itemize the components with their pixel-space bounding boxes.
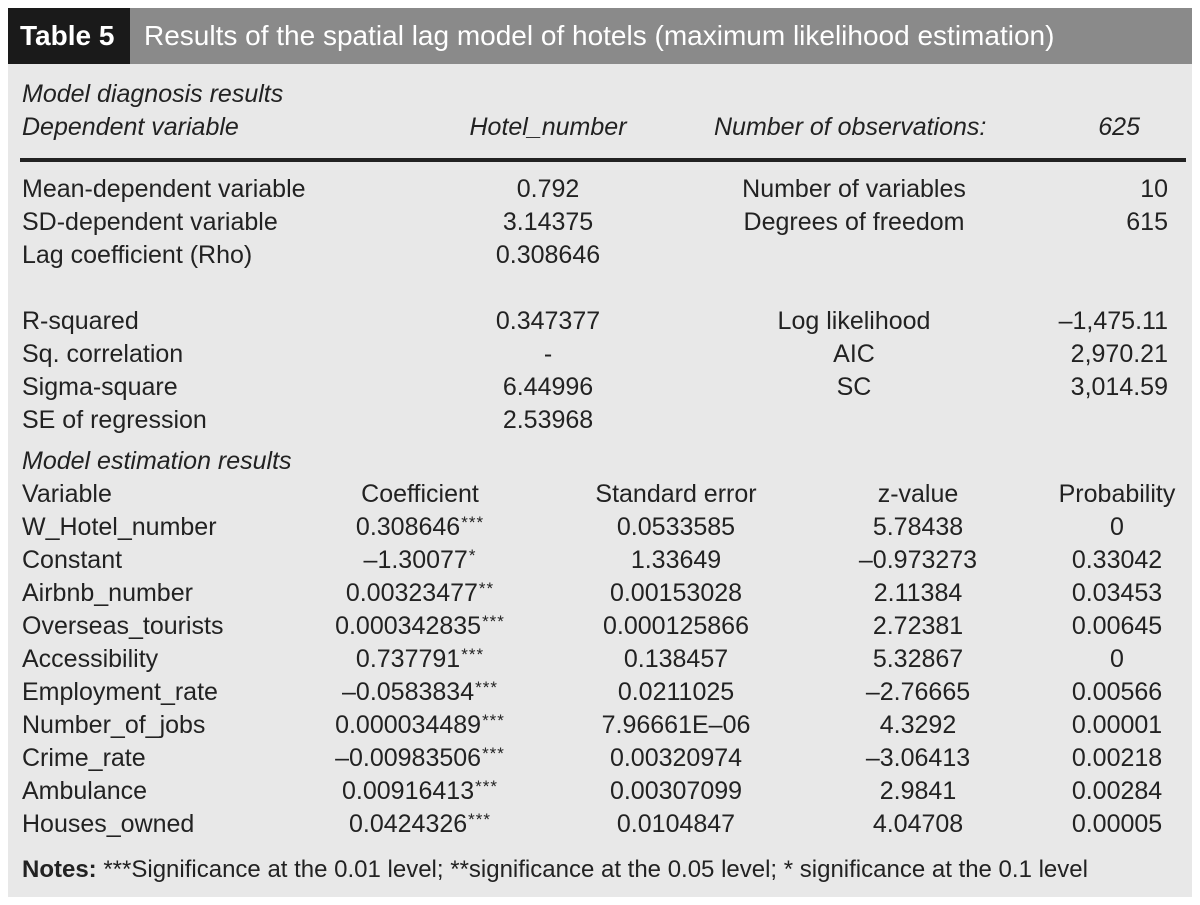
- standard-error-value: 7.96661E–06: [601, 711, 751, 739]
- coefficient-value: 0.737791: [355, 645, 461, 673]
- diagnosis-stat-label: AIC: [833, 340, 875, 368]
- variable-name: W_Hotel_number: [22, 513, 217, 541]
- variable-name: Crime_rate: [22, 744, 146, 772]
- coefficient-cell: [356, 511, 484, 546]
- table-title-bar: [8, 8, 1192, 64]
- significance-marker: ***: [482, 612, 505, 631]
- variable-name: Employment_rate: [22, 678, 218, 706]
- diagnosis-stat-value: 10: [1140, 175, 1168, 203]
- standard-error-value: 0.00307099: [609, 777, 743, 805]
- column-header: Variable: [22, 480, 112, 508]
- notes-label: Notes:: [22, 856, 97, 883]
- diagnosis-value: 0.308646: [495, 241, 601, 269]
- observations-label: Number of observations:: [714, 113, 987, 141]
- diagnosis-label: Mean-dependent variable: [22, 175, 306, 203]
- significance-marker: ***: [475, 678, 498, 697]
- significance-marker: ***: [461, 513, 485, 532]
- column-header: Probability: [1058, 480, 1176, 508]
- variable-name: Number_of_jobs: [22, 711, 206, 739]
- z-value: 5.78438: [872, 513, 964, 541]
- diagnosis-label: Lag coefficient (Rho): [22, 241, 253, 269]
- probability-value: 0: [1110, 513, 1124, 541]
- standard-error-value: 0.000125866: [603, 612, 749, 640]
- significance-marker: **: [478, 579, 495, 598]
- standard-error-value: 1.33649: [630, 546, 722, 574]
- coefficient-cell: [335, 742, 505, 777]
- diagnosis-label: Sigma-square: [22, 373, 178, 401]
- coefficient-cell: [346, 577, 494, 612]
- probability-value: 0.00284: [1071, 777, 1163, 805]
- header-rule: [20, 158, 1186, 162]
- diagnosis-stat-value: –1,475.11: [1058, 307, 1168, 335]
- coefficient-cell: [335, 610, 505, 645]
- significance-marker: ***: [482, 711, 505, 730]
- table-notes: [22, 853, 1088, 886]
- z-value: –2.76665: [865, 678, 971, 706]
- coefficient-value: 0.000034489: [335, 711, 482, 739]
- dependent-variable-value: Hotel_number: [469, 113, 627, 141]
- significance-marker: ***: [461, 645, 485, 664]
- estimation-section-label: Model estimation results: [22, 447, 292, 475]
- diagnosis-value: -: [543, 340, 553, 368]
- coefficient-value: –0.00983506: [335, 744, 482, 772]
- standard-error-value: 0.0104847: [616, 810, 736, 838]
- diagnosis-value: 6.44996: [502, 373, 594, 401]
- observations-value: 625: [1098, 113, 1140, 141]
- probability-value: 0.00001: [1071, 711, 1163, 739]
- variable-name: Overseas_tourists: [22, 612, 224, 640]
- coefficient-value: 0.00916413: [342, 777, 475, 805]
- significance-marker: *: [468, 546, 477, 565]
- probability-value: 0: [1110, 645, 1124, 673]
- probability-value: 0.00218: [1071, 744, 1163, 772]
- diagnosis-stat-label: SC: [836, 373, 872, 401]
- results-table: [8, 8, 1192, 897]
- coefficient-cell: [364, 544, 477, 579]
- variable-name: Accessibility: [22, 645, 159, 673]
- variable-name: Airbnb_number: [22, 579, 193, 607]
- diagnosis-stat-label: Number of variables: [742, 175, 966, 203]
- diagnosis-label: Sq. correlation: [22, 340, 184, 368]
- probability-value: 0.33042: [1071, 546, 1163, 574]
- coefficient-value: 0.000342835: [335, 612, 482, 640]
- z-value: 5.32867: [872, 645, 964, 673]
- coefficient-value: 0.308646: [355, 513, 461, 541]
- table-title: Results of the spatial lag model of hotels (maximum likelihood estimation): [144, 20, 1055, 51]
- standard-error-value: 0.00153028: [609, 579, 743, 607]
- coefficient-value: 0.00323477: [345, 579, 478, 607]
- diagnosis-stat-value: 615: [1126, 208, 1168, 236]
- probability-value: 0.00645: [1071, 612, 1163, 640]
- coefficient-cell: [349, 808, 491, 843]
- notes-text: ***Significance at the 0.01 level; **significance at the 0.05 level; * significance at the 0.1 level: [96, 856, 1088, 883]
- standard-error-value: 0.0533585: [616, 513, 736, 541]
- coefficient-cell: [335, 709, 505, 744]
- significance-marker: ***: [468, 810, 492, 829]
- coefficient-cell: [342, 775, 498, 810]
- diagnosis-stat-value: 2,970.21: [1070, 340, 1168, 368]
- diagnosis-label: SD-dependent variable: [22, 208, 278, 236]
- variable-name: Houses_owned: [22, 810, 195, 838]
- table-number-label: Table 5: [8, 8, 130, 64]
- column-header: z-value: [877, 480, 959, 508]
- probability-value: 0.03453: [1071, 579, 1163, 607]
- standard-error-value: 0.00320974: [609, 744, 743, 772]
- z-value: –3.06413: [865, 744, 971, 772]
- z-value: 4.04708: [872, 810, 964, 838]
- significance-marker: ***: [482, 744, 505, 763]
- significance-marker: ***: [475, 777, 498, 796]
- coefficient-value: –1.30077: [363, 546, 468, 574]
- diagnosis-label: R-squared: [22, 307, 139, 335]
- standard-error-value: 0.138457: [623, 645, 729, 673]
- diagnosis-stat-label: Log likelihood: [777, 307, 931, 335]
- z-value: –0.973273: [858, 546, 978, 574]
- column-header: Standard error: [595, 480, 757, 508]
- z-value: 4.3292: [879, 711, 957, 739]
- probability-value: 0.00005: [1071, 810, 1163, 838]
- diagnosis-section-label: Model diagnosis results: [22, 80, 284, 108]
- coefficient-cell: [342, 676, 498, 711]
- diagnosis-value: 0.792: [516, 175, 580, 203]
- coefficient-value: –0.0583834: [342, 678, 475, 706]
- standard-error-value: 0.0211025: [617, 678, 735, 706]
- coefficient-value: 0.0424326: [348, 810, 468, 838]
- diagnosis-label: SE of regression: [22, 406, 207, 434]
- diagnosis-stat-label: Degrees of freedom: [743, 208, 965, 236]
- diagnosis-value: 2.53968: [502, 406, 594, 434]
- diagnosis-value: 3.14375: [502, 208, 594, 236]
- variable-name: Constant: [22, 546, 123, 574]
- z-value: 2.11384: [873, 579, 963, 607]
- z-value: 2.9841: [879, 777, 957, 805]
- probability-value: 0.00566: [1071, 678, 1163, 706]
- diagnosis-stat-value: 3,014.59: [1070, 373, 1168, 401]
- column-header: Coefficient: [361, 480, 479, 508]
- dependent-variable-label: Dependent variable: [22, 113, 239, 141]
- diagnosis-value: 0.347377: [495, 307, 601, 335]
- z-value: 2.72381: [872, 612, 964, 640]
- variable-name: Ambulance: [22, 777, 148, 805]
- coefficient-cell: [356, 643, 484, 678]
